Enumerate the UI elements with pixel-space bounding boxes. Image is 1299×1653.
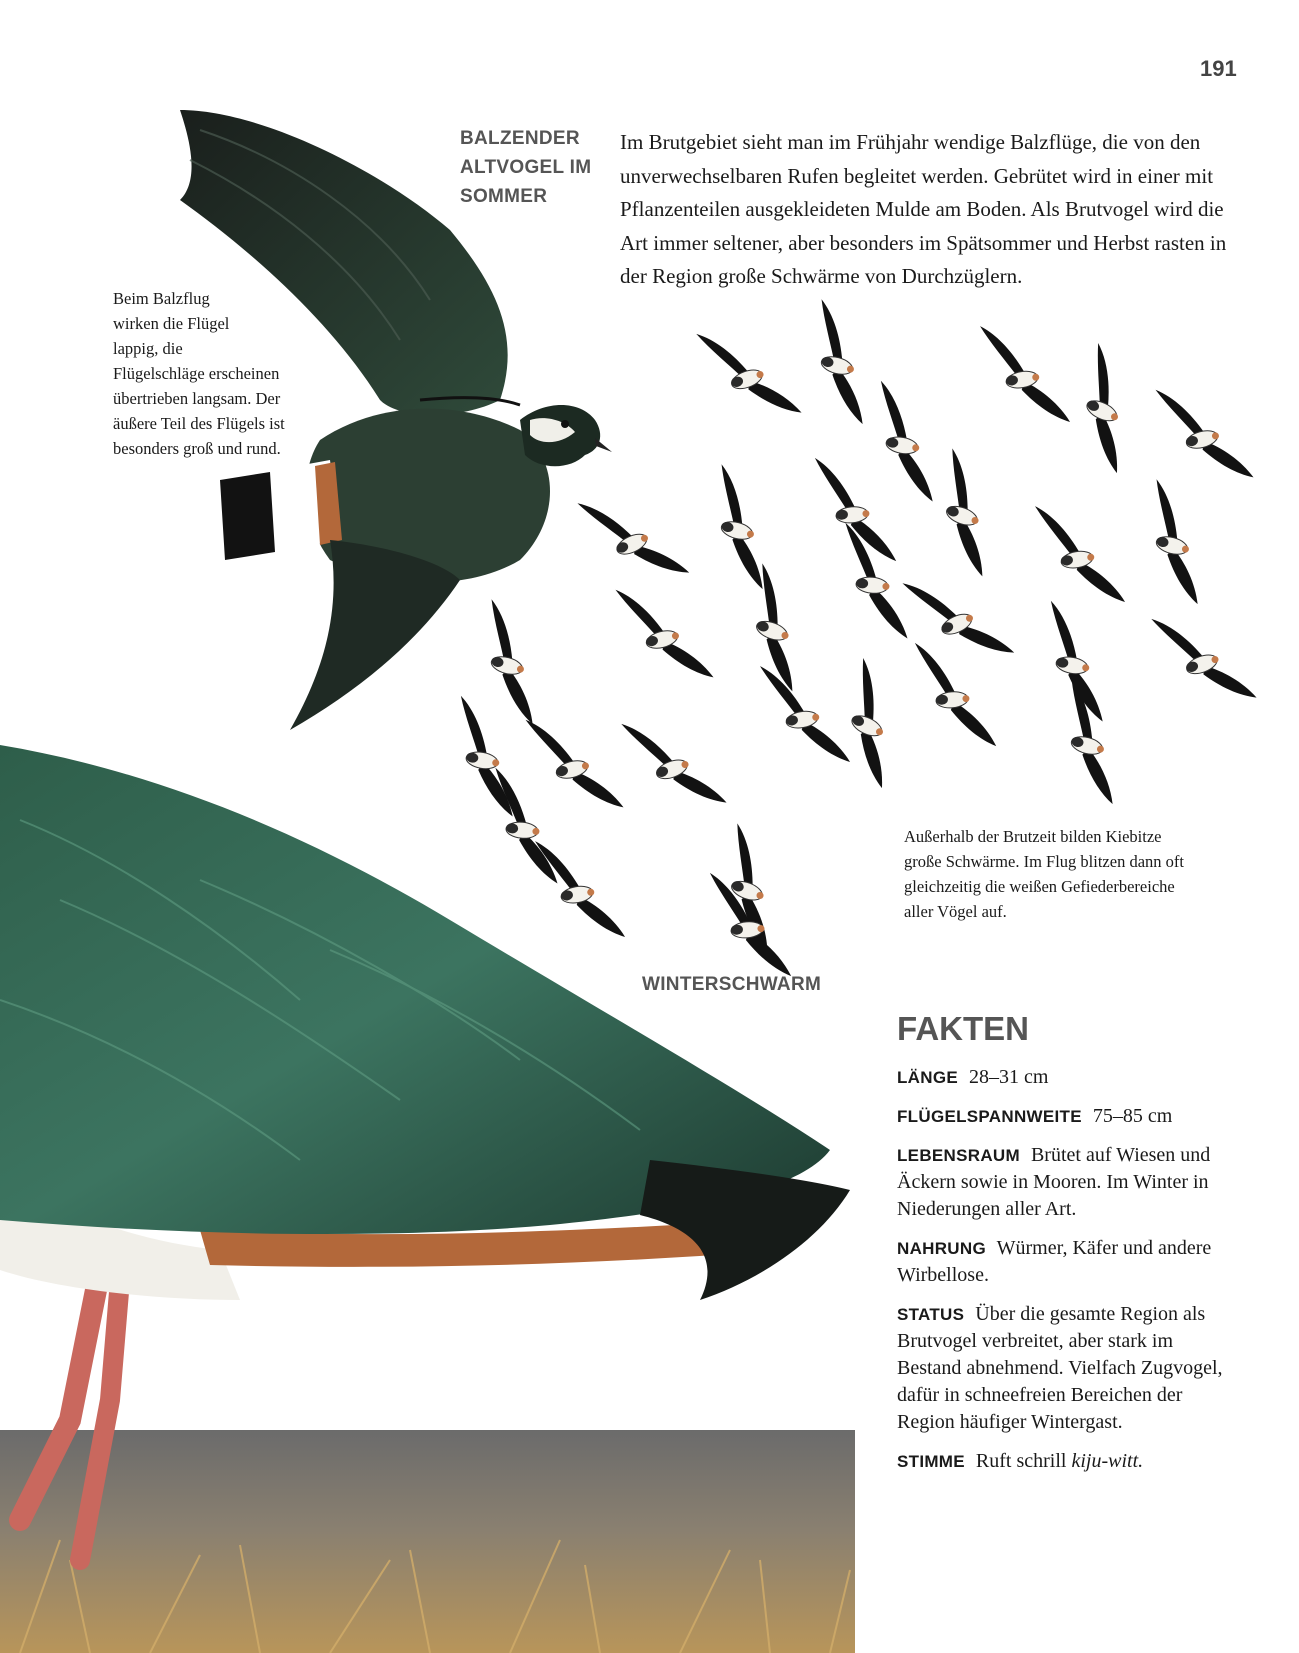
fact-key: LÄNGE (897, 1068, 958, 1087)
caption-line: Außerhalb der Brutzeit bilden Kiebitze (904, 827, 1162, 846)
fact-laenge (897, 1064, 1237, 1091)
fact-value: 75–85 cm (1092, 1105, 1173, 1127)
intro-paragraph: Im Brutgebiet sieht man im Frühjahr wendige Balzflüge, die von den unverwechselbaren Rufen begleitet werden. Gebrütet wird in einer mit Pflanzenteilen ausgekleideten Mulde am Boden. Als Brutvogel wird die Art immer seltener, aber besonders im Spätsommer und Herbst rasten in der Region große Schwärme von Durchzüglern. (620, 130, 1227, 288)
flock-bird-silhouette (902, 553, 1014, 683)
fact-stimme (897, 1448, 1237, 1475)
caption-line: wirken die Flügel (113, 314, 230, 333)
flock-bird-silhouette (817, 658, 929, 788)
fact-value: Brütet auf Wiesen und Äckern sowie in Mooren. Im Winter in Niederungen aller Art. (897, 1144, 1211, 1220)
fact-key: FLÜGELSPANNWEITE (897, 1107, 1082, 1126)
flock-bird-silhouette (615, 571, 713, 696)
flock-bird-silhouette (696, 309, 801, 437)
flock-bird-silhouette (980, 314, 1070, 435)
caption-line: besonders groß und rund. (113, 439, 281, 458)
fact-nahrung (897, 1235, 1237, 1289)
fact-value-italic: kiju-witt. (1071, 1450, 1144, 1472)
label-balzender-altvogel (460, 124, 591, 211)
flock-bird-silhouette (621, 699, 726, 827)
label-winterschwarm: WINTERSCHWARM (642, 974, 822, 995)
caption-line: äußere Teil des Flügels ist (113, 414, 285, 433)
fact-value: Über die gesamte Region als Brutvogel verbreitet, aber stark im Bestand abnehmend. Vielfach Zugvogel, dafür in schneefreien Bereichen der Region häufiger Wintergast. (897, 1303, 1223, 1433)
flock-bird-silhouette (915, 637, 996, 753)
flock-bird-silhouette (525, 701, 623, 826)
fact-key: NAHRUNG (897, 1239, 986, 1258)
label-line: SOMMER (460, 186, 548, 207)
caption-line: Beim Balzflug (113, 289, 210, 308)
fact-spannweite (897, 1103, 1237, 1130)
flock-bird-silhouette (793, 299, 891, 424)
flock-bird-silhouette (760, 654, 850, 775)
label-line: BALZENDER (460, 128, 580, 149)
page-number: 191 (1200, 56, 1237, 81)
fact-key: LEBENSRAUM (897, 1146, 1020, 1165)
ground-photo (0, 1430, 855, 1653)
fact-value: Ruft schrill (975, 1450, 1067, 1472)
flock-bird-silhouette (725, 563, 830, 691)
fact-key: STIMME (897, 1452, 965, 1471)
flock-bird-silhouette (1052, 343, 1164, 473)
caption-line: übertrieben langsam. Der (113, 389, 281, 408)
fact-key: STATUS (897, 1305, 965, 1324)
flock-bird-silhouette (442, 696, 532, 817)
flock-bird-silhouette (535, 829, 625, 950)
fact-status (897, 1301, 1237, 1436)
caption-line: gleichzeitig die weißen Gefiederbereiche (904, 877, 1175, 896)
flock-bird-silhouette (1151, 594, 1256, 722)
caption-line: Flügelschläge erscheinen (113, 364, 280, 383)
fact-lebensraum (897, 1142, 1237, 1223)
facts-title: FAKTEN (897, 1010, 1029, 1047)
caption-line: große Schwärme. Im Flug blitzen dann oft (904, 852, 1184, 871)
flock-bird-silhouette (915, 448, 1020, 576)
fact-value: 28–31 cm (969, 1066, 1049, 1088)
facts-box (897, 1010, 1237, 1487)
flock-bird-silhouette (577, 473, 689, 603)
caption-line: aller Vögel auf. (904, 902, 1007, 921)
caption-balzflug (113, 286, 285, 461)
caption-line: lappig, die (113, 339, 183, 358)
caption-schwarm (904, 824, 1184, 924)
flock-bird-silhouette (1035, 494, 1125, 615)
flock-bird-silhouette (693, 464, 791, 589)
flock-bird-silhouette (1128, 479, 1226, 604)
flock-bird-silhouette (1155, 371, 1253, 496)
label-line: ALTVOGEL IM (460, 157, 592, 178)
flock-bird-silhouette (862, 381, 952, 502)
flock-bird-silhouette (463, 599, 561, 724)
fact-value: Würmer, Käfer und andere Wirbellose. (897, 1237, 1212, 1286)
